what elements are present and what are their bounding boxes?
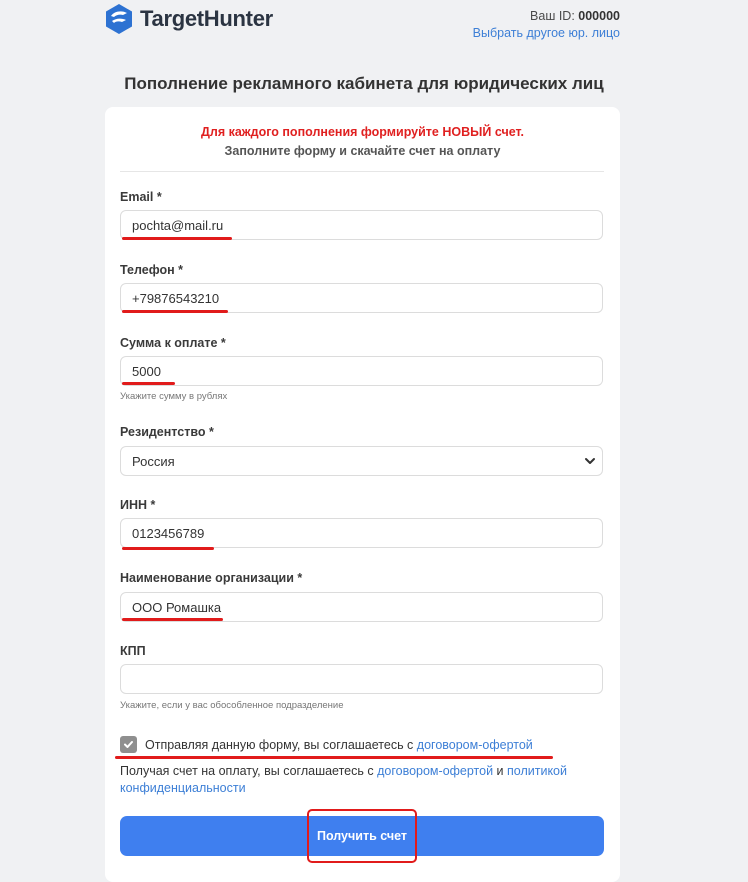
invoice-form-card [105, 107, 620, 882]
brand-logo[interactable] [104, 3, 273, 35]
annotation-underline [122, 310, 228, 313]
amount-field[interactable] [120, 356, 603, 386]
inn-label: ИНН * [120, 498, 156, 512]
inn-value: 0123456789 [132, 525, 205, 541]
account-info [473, 8, 620, 42]
targethunter-logo-icon [104, 3, 134, 35]
consent-checkbox[interactable] [120, 736, 137, 753]
org-name-label: Наименование организации * [120, 571, 303, 585]
new-invoice-warning: Для каждого пополнения формируйте НОВЫЙ счет. [200, 125, 524, 139]
page-title: Пополнение рекламного кабинета для юридических лиц [124, 74, 604, 93]
annotation-underline [115, 756, 553, 759]
divider [120, 171, 604, 172]
org-name-value: ООО Ромашка [132, 599, 222, 615]
email-field[interactable] [120, 210, 603, 240]
brand-name: TargetHunter [140, 6, 273, 31]
kpp-field[interactable] [120, 664, 603, 694]
terms-offer-link[interactable]: договором-офертой [377, 764, 494, 778]
get-invoice-button[interactable]: Получить счет [120, 816, 604, 856]
kpp-help: Укажите, если у вас обособленное подразделение [120, 700, 344, 711]
phone-value: +79876543210 [132, 290, 220, 306]
consent-text: Отправляя данную форму, вы соглашаетесь с [145, 737, 414, 752]
switch-entity-link[interactable]: Выбрать другое юр. лицо [472, 26, 620, 40]
consent-row [120, 736, 533, 753]
offer-link[interactable]: договором-офертой [416, 737, 533, 752]
account-id [473, 8, 620, 25]
header [0, 0, 748, 70]
terms-text-1: Получая счет на оплату, вы соглашаетесь с [120, 764, 378, 778]
email-label: Email * [120, 190, 162, 204]
phone-label: Телефон * [120, 263, 183, 277]
check-icon [123, 739, 134, 750]
annotation-box [307, 809, 417, 863]
chevron-down-icon [584, 455, 596, 467]
amount-help: Укажите сумму в рублях [120, 391, 228, 402]
annotation-underline [122, 618, 223, 621]
amount-label: Сумма к оплате * [120, 336, 226, 350]
residency-select[interactable] [120, 446, 603, 476]
annotation-underline [122, 547, 214, 550]
form-notice [105, 123, 620, 161]
annotation-underline [122, 382, 175, 385]
terms-text [120, 763, 600, 797]
residency-label: Резидентство * [120, 425, 214, 439]
annotation-underline [122, 237, 232, 240]
terms-text-2: и [493, 764, 508, 778]
account-id-value: 000000 [578, 9, 620, 23]
email-value: pochta@mail.ru [132, 217, 224, 233]
kpp-label: КПП [120, 644, 146, 658]
privacy-policy-link[interactable]: политикой конфиденциальности [120, 764, 567, 795]
residency-value: Россия [132, 453, 175, 469]
inn-field[interactable] [120, 518, 603, 548]
phone-field[interactable] [120, 283, 603, 313]
amount-value: 5000 [132, 363, 161, 379]
form-hint: Заполните форму и скачайте счет на оплату [224, 144, 501, 158]
account-id-label: Ваш ID: [530, 9, 579, 23]
